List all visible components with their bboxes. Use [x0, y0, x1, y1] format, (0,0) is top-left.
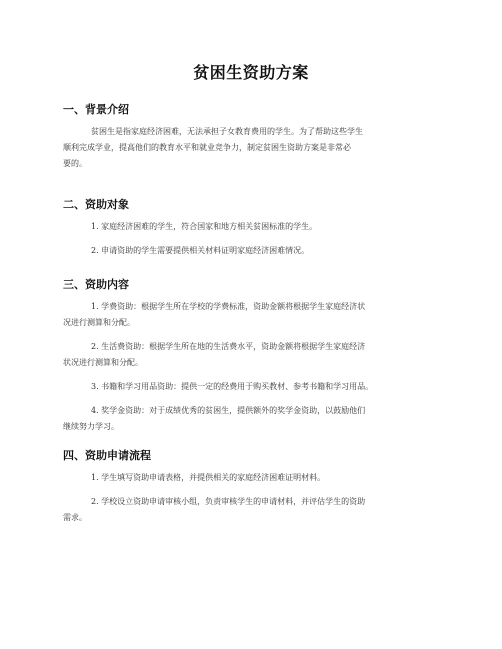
list-item: [63, 470, 443, 486]
paragraph-line: 2. 申请资助的学生需要提供相关材料证明家庭经济困难情况。: [91, 246, 310, 255]
list-item: [63, 339, 443, 371]
list-item: [63, 379, 443, 395]
list-item: [63, 219, 443, 235]
list-item: [63, 494, 443, 526]
paragraph-line: 况进行测算和分配。: [63, 318, 135, 327]
section-heading-background: 一、背景介绍: [63, 103, 129, 116]
paragraph-line: 4. 奖学金资助：对于成绩优秀的贫困生，提供额外的奖学金资助，以鼓励他们: [91, 406, 366, 415]
section-heading-content: 三、资助内容: [63, 278, 129, 291]
paragraph-background: [63, 124, 443, 172]
paragraph-line: 2. 生活费资助：根据学生所在地的生活费水平，资助金额将根据学生家庭经济: [91, 342, 366, 351]
list-item: [63, 243, 443, 259]
paragraph-line: 1. 家庭经济困难的学生，符合国家和地方相关贫困标准的学生。: [91, 222, 318, 231]
paragraph-line: 2. 学校设立资助申请审核小组，负责审核学生的申请材料，并评估学生的资助: [91, 497, 366, 506]
paragraph-line: 贫困生是指家庭经济困难，无法承担子女教育费用的学生。为了帮助这些学生: [91, 127, 363, 136]
paragraph-line: 3. 书籍和学习用品资助：提供一定的经费用于购买教材、参考书籍和学习用品。: [91, 382, 374, 391]
list-item: [63, 299, 443, 331]
paragraph-line: 1. 学费资助：根据学生所在学校的学费标准，资助金额将根据学生家庭经济状: [91, 302, 366, 311]
section-heading-process: 四、资助申请流程: [63, 449, 151, 462]
document-title: 贫困生资助方案: [193, 63, 309, 82]
paragraph-line: 需求。: [63, 513, 87, 522]
list-item: [63, 403, 443, 435]
paragraph-line: 顺利完成学业，提高他们的教育水平和就业竞争力，制定贫困生资助方案是非常必: [63, 143, 351, 152]
paragraph-line: 1. 学生填写资助申请表格，并提供相关的家庭经济困难证明材料。: [91, 473, 326, 482]
paragraph-line: 继续努力学习。: [63, 422, 119, 431]
paragraph-line: 状况进行测算和分配。: [63, 358, 143, 367]
section-heading-target: 二、资助对象: [63, 198, 129, 211]
paragraph-line: 要的。: [63, 159, 87, 168]
